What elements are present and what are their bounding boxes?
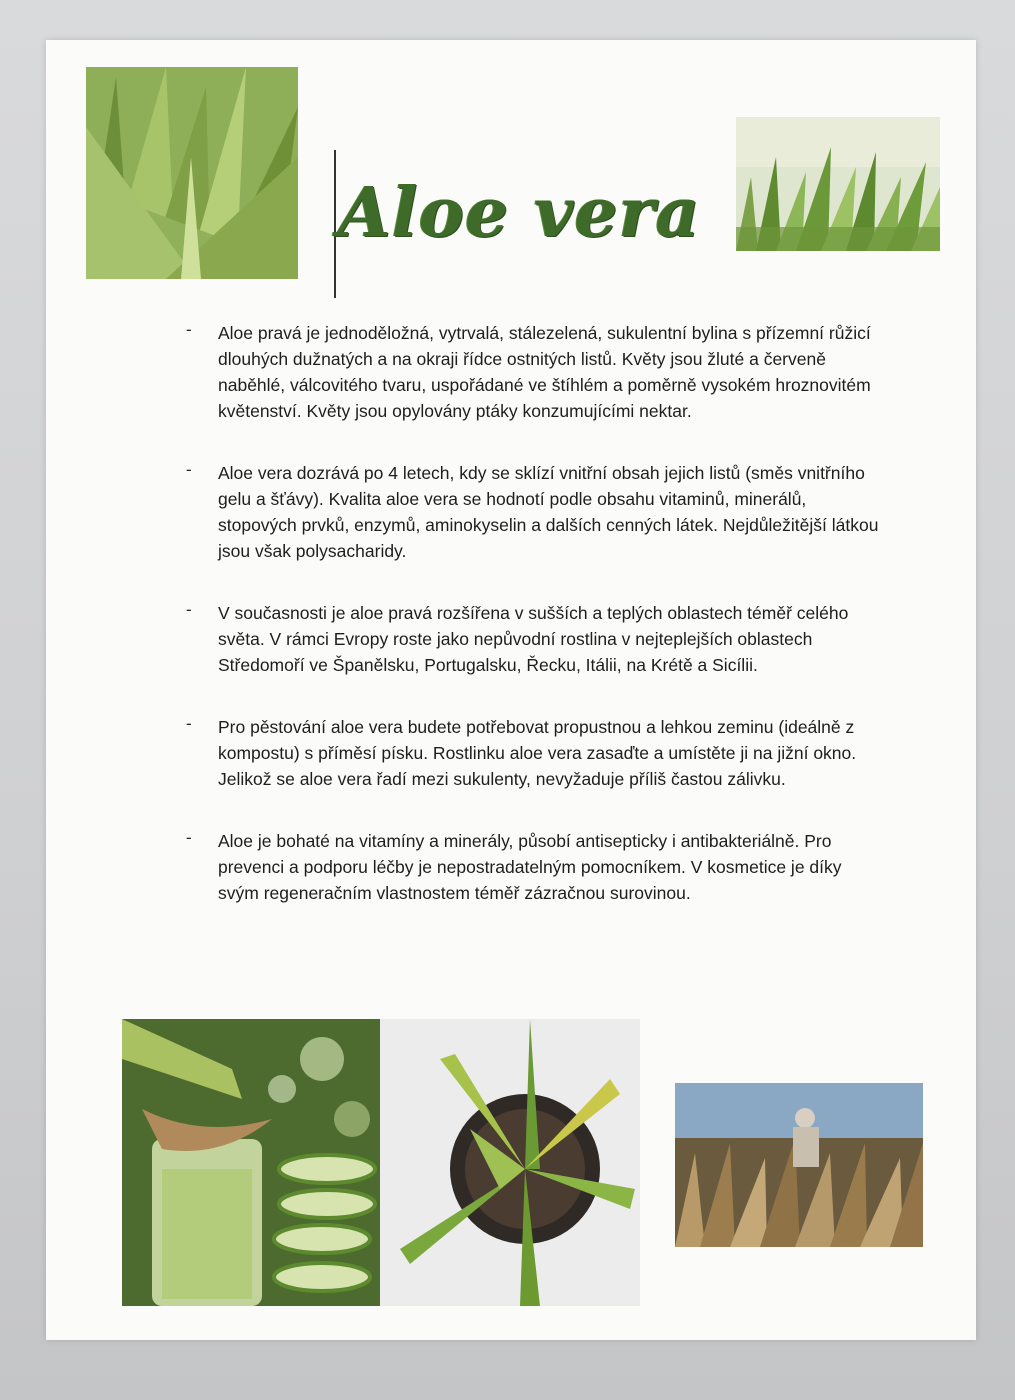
aloe-gel-jar-photo — [122, 1019, 380, 1306]
list-item — [186, 320, 886, 424]
potted-aloe-photo — [380, 1019, 640, 1306]
page-title: Aloe vera — [338, 173, 701, 253]
bullet-dash: - — [186, 828, 192, 847]
bullet-dash: - — [186, 460, 192, 479]
facts-list — [186, 320, 886, 942]
aloe-harvest-photo — [675, 1083, 923, 1247]
paragraph-cultivation: Pro pěstování aloe vera budete potřebovat propustnou a lehkou zeminu (ideálně z kompostu) s příměsí písku. Rostlinku aloe vera zasaďte a umístěte ji na jižní okno. Jelikož se aloe vera řadí mezi sukulenty, nevyžaduje příliš častou zálivku. — [218, 717, 857, 789]
bullet-dash: - — [186, 600, 192, 619]
document-page — [46, 40, 976, 1340]
paragraph-description: Aloe pravá je jednoděložná, vytrvalá, stálezelená, sukulentní bylina s přízemní růžicí dlouhých dužnatých a na okraji řídce ostnitých listů. Květy jsou žluté a červeně naběhlé, válcovitého tvaru, uspořádané ve štíhlém a poměrně vysokém hroznovitém květenství. Květy jsou opylovány ptáky konzumujícími nektar. — [218, 323, 871, 421]
bullet-dash: - — [186, 320, 192, 339]
title-divider — [334, 150, 336, 298]
list-item — [186, 714, 886, 792]
aloe-rosette-photo — [86, 67, 298, 279]
paragraph-harvest: Aloe vera dozrává po 4 letech, kdy se sklízí vnitřní obsah jejich listů (směs vnitřního gelu a šťávy). Kvalita aloe vera se hodnotí podle obsahu vitaminů, minerálů, stopových prvků, enzymů, aminokyselin a dalších cenných látek. Nejdůležitější látkou jsou však polysacharidy. — [218, 463, 879, 561]
paragraph-benefits: Aloe je bohaté na vitamíny a minerály, působí antisepticky i antibakteriálně. Pro prevenci a podporu léčby je nepostradatelným pomocníkem. V kosmetice je díky svým regeneračním vlastnostem téměř zázračnou surovinou. — [218, 831, 842, 903]
bullet-dash: - — [186, 714, 192, 733]
aloe-field-photo — [736, 117, 940, 251]
list-item — [186, 600, 886, 678]
list-item — [186, 460, 886, 564]
paragraph-distribution: V současnosti je aloe pravá rozšířena v sušších a teplých oblastech téměř celého světa. V rámci Evropy roste jako nepůvodní rostlina v nejteplejších oblastech Středomoří ve Španělsku, Portugalsku, Řecku, Itálii, na Krétě a Sicílii. — [218, 603, 849, 675]
list-item — [186, 828, 886, 906]
